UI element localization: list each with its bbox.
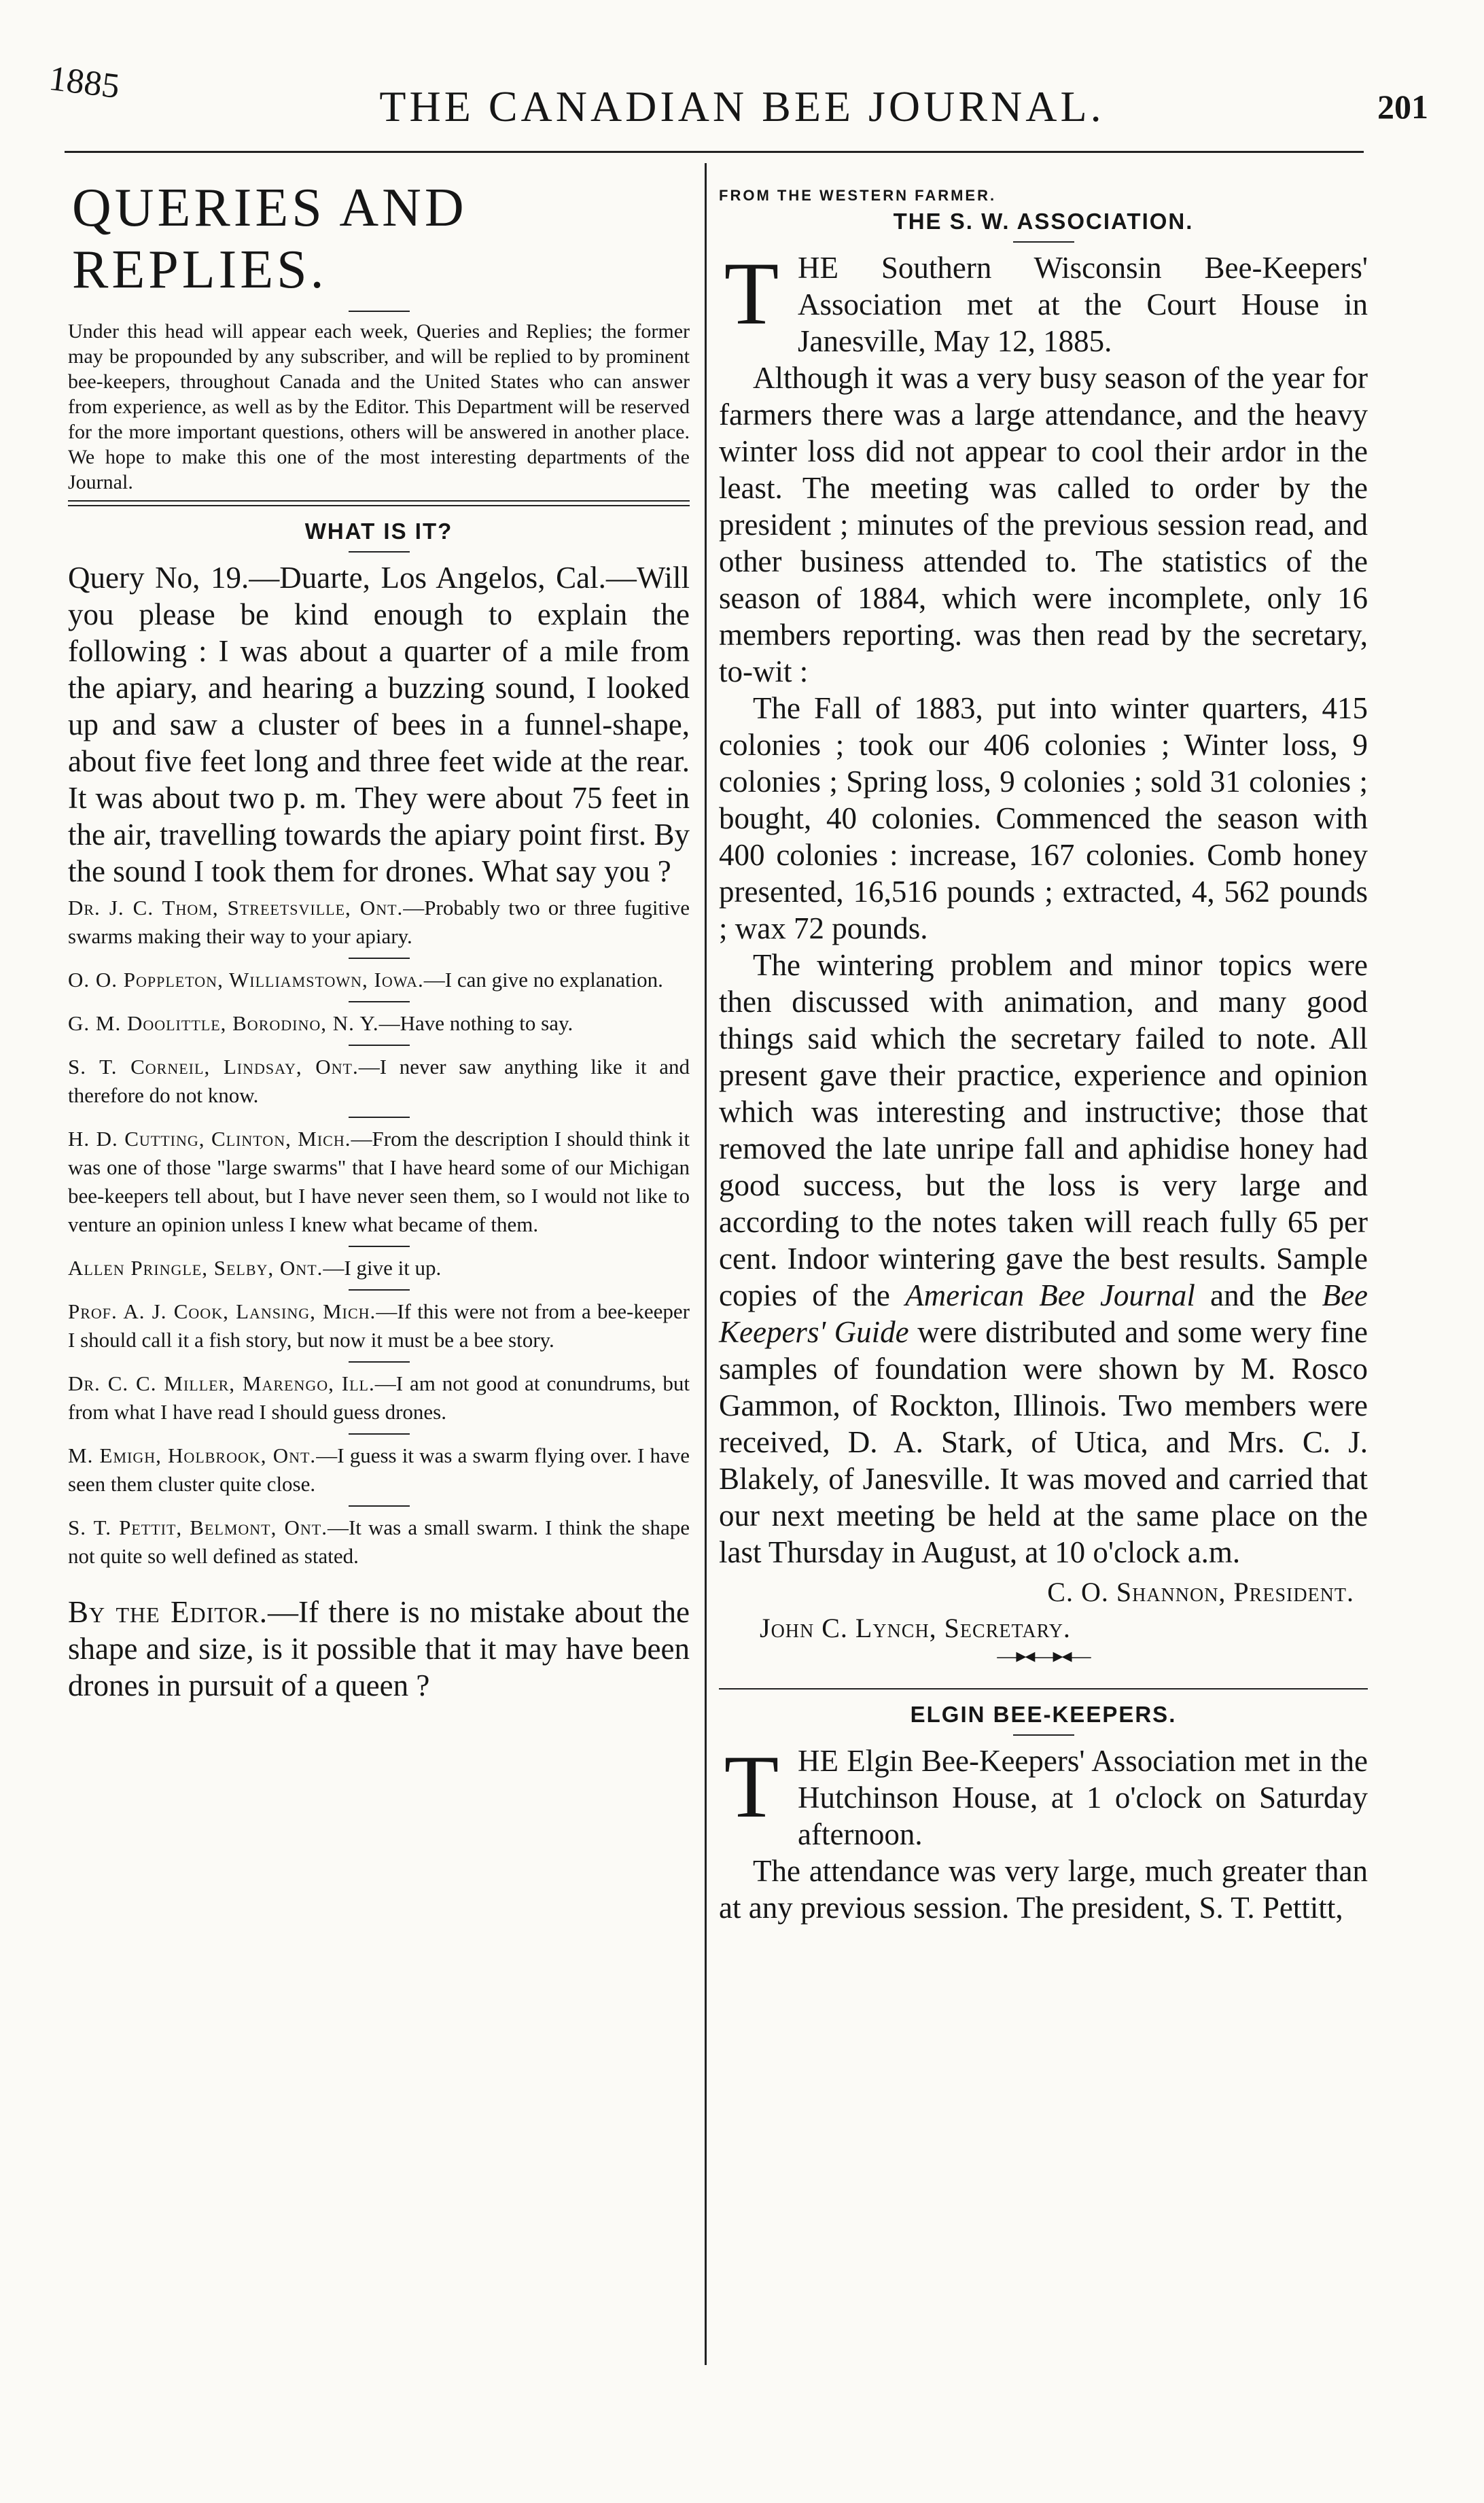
divider xyxy=(349,1505,410,1507)
editor-reply xyxy=(68,1594,690,1704)
reply-text: —I guess it was a swarm flying over. I have seen them cluster quite close. xyxy=(68,1443,690,1496)
divider xyxy=(349,1246,410,1247)
query-text: Query No, 19.—Duarte, Los Angelos, Cal.—Will you please be kind enough to explain the following : I was about a quarter of a mile from the apiary, and hearing a buzzing sound, I looked up and saw a cluster of bees in a funnel-shape, about five feet long and three feet wide at the rear. It was about two p. m. They were about 75 feet in the air, travelling towards the apiary point first. By the sound I took them for drones. What say you ? xyxy=(68,561,690,888)
reply-entry xyxy=(68,1513,690,1571)
reply-entry xyxy=(68,1254,690,1282)
editor-name: By the Editor. xyxy=(68,1595,268,1629)
signature-secretary: John C. Lynch, Secretary. xyxy=(760,1613,1071,1643)
divider xyxy=(349,1289,410,1291)
divider xyxy=(349,1117,410,1118)
reply-entry xyxy=(68,966,690,994)
reply-text: —If this were not from a bee-keeper I should call it a fish story, but now it must be a bee story. xyxy=(68,1299,690,1352)
reply-author: O. O. Poppleton, Williamstown, Iowa. xyxy=(68,968,424,992)
elgin-p1-text: HE Elgin Bee-Keepers' Association met in the Hutchinson House, at 1 o'clock on Saturday afternoon. xyxy=(798,1744,1368,1851)
reply-entry xyxy=(68,1053,690,1110)
reply-author: M. Emigh, Holbrook, Ont. xyxy=(68,1443,317,1467)
reply-entry xyxy=(68,1441,690,1499)
drop-cap-letter: T xyxy=(724,243,779,343)
sw-paragraph-2: Although it was a very busy season of the year for farmers there was a large attendance, and the heavy winter loss did not appear to cool their ardor in the least. The meeting was called to order by the president ; minutes of the previous session read, and other business attended to. The statistics of the season of 1884, which were incomplete, only 16 members reporting. was then read by the secretary, to-wit : xyxy=(719,361,1368,688)
divider xyxy=(349,311,410,312)
reply-author: Dr. C. C. Miller, Marengo, Ill. xyxy=(68,1371,375,1395)
journal-title: THE CANADIAN BEE JOURNAL. xyxy=(379,82,1105,130)
subheading-what-is-it: WHAT IS IT? xyxy=(304,519,453,544)
reply-entry xyxy=(68,1369,690,1426)
reply-text: —Probably two or three fugitive swarms making their way to your apiary. xyxy=(68,896,690,948)
replies-list xyxy=(68,894,690,1571)
reply-text: —From the description I should think it was one of those "large swarms" that I have heard some of our Michigan bee-keepers tell about, but I have never seen them, so I would not like to venture an opinion unless I knew what became of them. xyxy=(68,1127,690,1236)
sw-p4-text-b: were distributed and some wery fine samples of foundation were shown by M. Rosco Gammon, of Rockton, Illinois. Two members were received, D. A. Stark, of Utica, and Mrs. C. J. Blakely, of Janesville. It was moved and carried that our next meeting be held at the same place on the last Thursday in August, at 10 o'clock a.m. xyxy=(719,1315,1368,1569)
reply-text: —I am not good at conundrums, but from what I have read I should guess drones. xyxy=(68,1371,690,1424)
divider xyxy=(349,1001,410,1002)
reply-author: Dr. J. C. Thom, Streetsville, Ont. xyxy=(68,896,404,920)
elgin-paragraph-2: The attendance was very large, much greater than at any previous session. The president, S. T. Pettitt, xyxy=(719,1854,1368,1925)
section-rule xyxy=(719,1688,1368,1690)
page-number: 201 xyxy=(1377,88,1428,126)
divider xyxy=(349,551,410,553)
sw-paragraph-4 xyxy=(719,947,1368,1571)
bee-keepers-guide-title: Bee Keepers' Guide xyxy=(719,1278,1368,1349)
source-kicker: FROM THE WESTERN FARMER. xyxy=(719,187,997,204)
divider xyxy=(349,1045,410,1046)
right-column xyxy=(719,167,1368,1926)
sw-paragraph-1 xyxy=(719,243,1368,360)
editor-text: —If there is no mistake about the shape and size, is it possible that it may have been drones in pursuit of a queen ? xyxy=(68,1595,690,1702)
reply-entry xyxy=(68,1297,690,1354)
divider xyxy=(1013,241,1074,243)
reply-text: —I give it up. xyxy=(323,1256,442,1280)
elgin-paragraph-1 xyxy=(719,1736,1368,1853)
reply-author: H. D. Cutting, Clinton, Mich. xyxy=(68,1127,351,1151)
double-rule xyxy=(68,500,690,506)
sw-p4-text-a: The wintering problem and minor topics were then discussed with animation, and many good things said which the secretary failed to note. All present gave their practice, experience and opinion which was interesting and instructive; those that removed the late unripe fall and aphidise honey had good success, but the loss is very large and according to the notes taken will reach fully 65 per cent. Indoor wintering gave the best results. Sample copies of the xyxy=(719,948,1368,1312)
reply-author: S. T. Corneil, Lindsay, Ont. xyxy=(68,1055,359,1079)
header-rule xyxy=(65,151,1364,153)
reply-entry xyxy=(68,894,690,951)
reply-author: Prof. A. J. Cook, Lansing, Mich. xyxy=(68,1299,376,1323)
reply-author: Allen Pringle, Selby, Ont. xyxy=(68,1256,323,1280)
subheading-elgin: ELGIN BEE-KEEPERS. xyxy=(910,1702,1177,1727)
reply-author: G. M. Doolittle, Borodino, N. Y. xyxy=(68,1011,379,1035)
left-column xyxy=(68,167,690,1704)
ornament-divider: —▸◂—▸◂— xyxy=(997,1645,1090,1667)
reply-text: —I can give no explanation. xyxy=(423,968,663,992)
reply-entry xyxy=(68,1125,690,1239)
subheading-sw-association: THE S. W. ASSOCIATION. xyxy=(893,209,1194,234)
sw-paragraph-3: The Fall of 1883, put into winter quarters, 415 colonies ; took our 406 colonies ; Winter loss, 9 colonies ; Spring loss, 9 colonies ; sold 31 colonies ; bought, 40 colonies. Commenced the season with 400 colonies : increase, 167 colonies. Comb honey presented, 16,516 pounds ; extracted, 4, 562 pounds ; wax 72 pounds. xyxy=(719,691,1368,945)
section-title-queries: QUERIES AND REPLIES. xyxy=(72,178,467,300)
sw-p4-and: and the xyxy=(1195,1278,1322,1312)
divider xyxy=(349,1361,410,1363)
signature-president: C. O. Shannon, President. xyxy=(1047,1577,1354,1607)
column-divider xyxy=(705,163,707,2365)
divider xyxy=(349,958,410,959)
page-year: 1885 xyxy=(46,58,122,107)
divider xyxy=(349,1433,410,1435)
reply-author: S. T. Pettit, Belmont, Ont. xyxy=(68,1516,328,1539)
reply-text: —It was a small swarm. I think the shape not quite so well defined as stated. xyxy=(68,1516,690,1568)
american-bee-journal-title: American Bee Journal xyxy=(905,1278,1195,1312)
drop-cap-letter: T xyxy=(724,1736,779,1836)
page-header xyxy=(0,0,1484,163)
reply-text: —Have nothing to say. xyxy=(378,1011,573,1035)
sw-p1-text: HE Southern Wisconsin Bee-Keepers' Association met at the Court House in Janesville, May 12, 1885. xyxy=(798,251,1368,358)
reply-entry xyxy=(68,1009,690,1038)
divider xyxy=(1013,1734,1074,1736)
department-intro: Under this head will appear each week, Queries and Replies; the former may be propounded by any subscriber, and will be replied to by prominent bee-keepers, throughout Canada and the United States who can answer from experience, as well as by the Editor. This Department will be reserved for the more important questions, others will be answered in another place. We hope to make this one of the most interesting departments of the Journal. xyxy=(68,320,690,493)
reply-text: —I never saw anything like it and therefore do not know. xyxy=(68,1055,690,1107)
